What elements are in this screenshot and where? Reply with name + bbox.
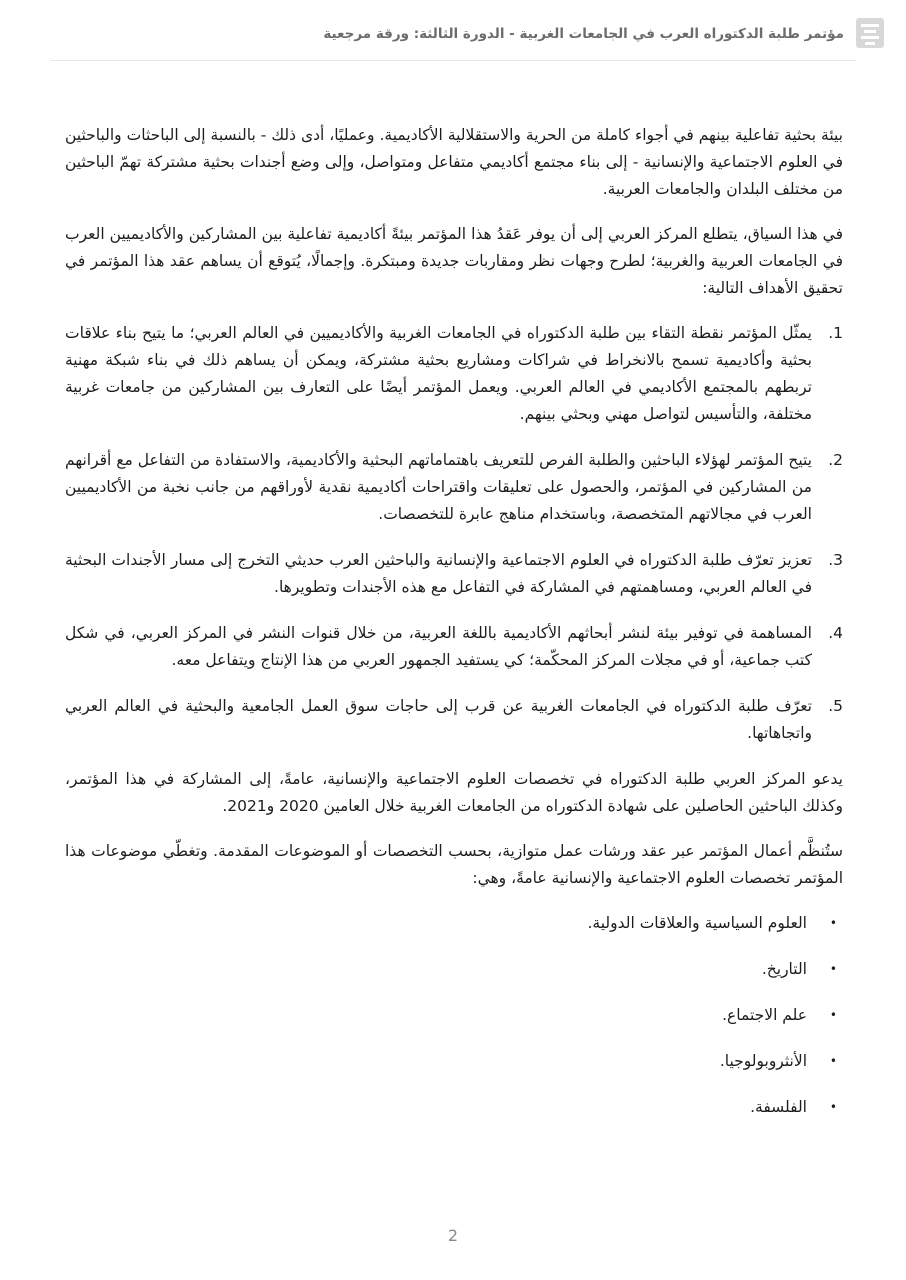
- goal-text: تعرّف طلبة الدكتوراه في الجامعات الغربية عن قرب إلى حاجات سوق العمل الجامعية والبحثية في العالم العربي واتجاهاتها.: [65, 697, 812, 742]
- topic-label: الأنثروبولوجيا.: [719, 1052, 807, 1070]
- page-number: 2: [447, 1226, 459, 1245]
- bullet-icon: •: [829, 1008, 837, 1022]
- list-item: [65, 956, 843, 983]
- goal-text: تعزيز تعرّف طلبة الدكتوراه في العلوم الاجتماعية والإنسانية والباحثين العرب حديثي التخرج إلى مسار الأجندات البحثية في العالم العربي، ومساهمتهم في المشاركة في التفاعل مع هذه الأجندات وتطويرها.: [65, 551, 812, 596]
- bullet-icon: •: [829, 1054, 837, 1068]
- context-paragraph: في هذا السياق، يتطلع المركز العربي إلى أن يوفر عَقدُ هذا المؤتمر بيئةً أكاديمية تفاعلية بين المشاركين والأكاديميين العرب في الجامعات العربية والغربية؛ لطرح وجهات نظر ومقاربات جديدة ومبتكرة. وإجمالًا، يُتوقع أن يساهم عقد هذا المؤتمر في تحقيق الأهداف التالية:: [65, 225, 843, 297]
- document-body: [65, 122, 843, 1140]
- conference-logo-icon: [856, 18, 884, 48]
- goal-number: .2: [828, 451, 843, 469]
- goal-number: .3: [828, 551, 843, 569]
- topic-label: علم الاجتماع.: [722, 1006, 807, 1024]
- list-item: [65, 447, 843, 528]
- header-title: مؤتمر طلبة الدكتوراه العرب في الجامعات الغربية - الدورة الثالثة: ورقة مرجعية: [323, 26, 844, 42]
- list-item: [65, 1094, 843, 1121]
- topic-label: التاريخ.: [761, 960, 807, 978]
- invitation-paragraph: يدعو المركز العربي طلبة الدكتوراه في تخصصات العلوم الاجتماعية والإنسانية، عامةً، إلى المشاركة في هذا المؤتمر، وكذلك الباحثين الحاصلين على شهادة الدكتوراه من الجامعات الغربية خلال العامين 2020 و2021.: [65, 770, 843, 815]
- intro-paragraph: بيئة بحثية تفاعلية بينهم في أجواء كاملة من الحرية والاستقلالية الأكاديمية. وعمليًا، أدى ذلك - بالنسبة إلى الباحثات والباحثين في العلوم الاجتماعية والإنسانية - إلى بناء مجتمع أكاديمي متفاعل ومتواصل، وإلى وضع أجندات بحثية مشتركة تهمّ الباحثين من مختلف البلدان والجامعات العربية.: [65, 126, 843, 198]
- list-item: [65, 620, 843, 674]
- bullet-icon: •: [829, 1100, 837, 1114]
- list-item: [65, 320, 843, 428]
- list-item: [65, 693, 843, 747]
- list-item: [65, 1002, 843, 1029]
- topics-list: [65, 910, 843, 1121]
- goal-number: .1: [828, 324, 843, 342]
- header-divider: [50, 60, 856, 61]
- bullet-icon: •: [829, 916, 837, 930]
- bullet-icon: •: [829, 962, 837, 976]
- list-item: [65, 547, 843, 601]
- page-header: [323, 14, 844, 54]
- list-item: [65, 1048, 843, 1075]
- goal-text: يمثّل المؤتمر نقطة التقاء بين طلبة الدكتوراه في الجامعات الغربية والأكاديميين في العالم العربي؛ ما يتيح بناء علاقات بحثية وأكاديمية تسمح بالانخراط في شراكات ومشاريع بحثية مشتركة، ويمكن أن يساهم ذلك في بناء شبكة مهنية تربطهم بالمجتمع الأكاديمي في العالم العربي. ويعمل المؤتمر أيضًا على التعارف بين المشاركين من جامعات غربية مختلفة، والتأسيس لتواصل مهني وبحثي بينهم.: [65, 324, 812, 423]
- topic-label: العلوم السياسية والعلاقات الدولية.: [587, 914, 807, 932]
- goal-text: يتيح المؤتمر لهؤلاء الباحثين والطلبة الفرص للتعريف باهتماماتهم البحثية والأكاديمية، والاستفادة من التفاعل مع أقرانهم من المشاركين في المؤتمر، والحصول على تعليقات واقتراحات أكاديمية نقدية لأوراقهم من جانب نخبة من الأكاديميين العرب في مجالاتهم المتخصصة، وباستخدام مناهج عابرة للتخصصات.: [65, 451, 812, 523]
- goal-text: المساهمة في توفير بيئة لنشر أبحاثهم الأكاديمية باللغة العربية، من خلال قنوات النشر في المركز العربي، في شكل كتب جماعية، أو في مجلات المركز المحكّمة؛ كي يستفيد الجمهور العربي من هذا الإنتاج ويتفاعل معه.: [65, 624, 812, 669]
- list-item: [65, 910, 843, 937]
- goal-number: .5: [828, 697, 843, 715]
- workshops-paragraph: ستُنظَّم أعمال المؤتمر عبر عقد ورشات عمل متوازية، بحسب التخصصات أو الموضوعات المقدمة. وتغطّي موضوعات هذا المؤتمر تخصصات العلوم الاجتماعية والإنسانية عامةً، وهي:: [65, 842, 843, 887]
- topic-label: الفلسفة.: [750, 1098, 807, 1116]
- goals-list: [65, 320, 843, 747]
- goal-number: .4: [828, 624, 843, 642]
